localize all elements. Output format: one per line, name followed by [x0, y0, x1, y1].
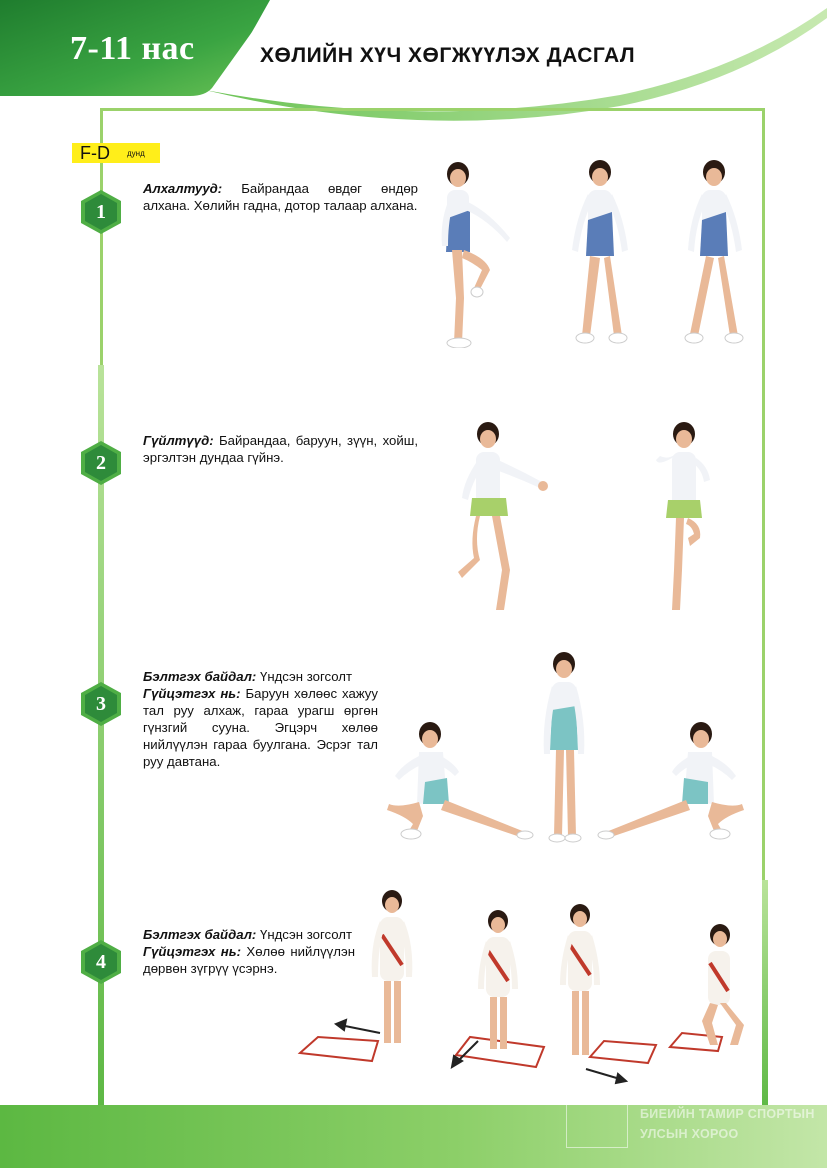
gymnast-run-knee-photo	[648, 420, 728, 615]
step-number-badge	[81, 682, 121, 726]
step-number-badge	[81, 190, 121, 234]
level-name: дунд	[127, 149, 145, 158]
step-description	[143, 180, 418, 214]
step-text: Байрандаа өвдөг өндөр алхана. Хөлийн гадна, дотор талаар алхана.	[143, 181, 418, 213]
gymnast-high-knee-photo	[430, 158, 530, 348]
gymnast-standing-photo	[536, 650, 596, 845]
step-text: Байрандаа, баруун, зүүн, хойш, эргэлтэн дундаа гүйнэ.	[143, 433, 418, 465]
level-code: F-D	[80, 143, 110, 163]
step-number-badge	[81, 940, 121, 984]
gymnast-square-jumps-photo	[290, 885, 750, 1085]
step-text: Хөлөө нийлүүлэн дөрвөн зүгрүү үсэрнэ.	[143, 944, 355, 976]
frame-accent-right	[762, 880, 768, 1110]
step-heading: Бэлтгэх байдал:	[143, 927, 257, 942]
step-text: Баруун хөлөөс хажуу тал руу алхаж, гараа урагш өргөн гүнзгий сууна. Эгцэрч хөлөө нийлүүлэн гараа буулгана. Эсрэг тал руу давтана.	[143, 686, 378, 769]
step-number: 3	[96, 693, 106, 715]
step-number: 2	[96, 452, 106, 474]
gymnast-run-side-photo	[450, 420, 560, 615]
gymnast-walk-inner-photo	[676, 158, 756, 348]
gymnast-side-lunge-right-photo	[385, 712, 535, 842]
step-heading: Бэлтгэх байдал:	[143, 669, 257, 684]
gymnast-walk-outer-photo	[560, 158, 640, 348]
footer-org-line: УЛСЫН ХОРОО	[640, 1127, 739, 1141]
step-heading: Гүйцэтгэх нь:	[143, 686, 241, 701]
step-heading: Гүйлтүүд:	[143, 433, 214, 448]
step-heading: Гүйцэтгэх нь:	[143, 944, 241, 959]
step-description	[143, 668, 378, 770]
page-title: ХӨЛИЙН ХҮЧ ХӨГЖҮҮЛЭХ ДАСГАЛ	[260, 44, 636, 67]
organization-logo	[566, 1104, 628, 1148]
step-number: 1	[96, 201, 106, 223]
step-description	[143, 432, 418, 466]
step-heading: Алхалтууд:	[143, 181, 223, 196]
step-text: Үндсэн зогсолт	[256, 669, 352, 684]
footer-organization	[640, 1104, 815, 1144]
step-number: 4	[96, 951, 106, 973]
age-group-label: 7-11 нас	[70, 30, 195, 67]
gymnast-side-lunge-left-photo	[596, 712, 746, 842]
step-text: Үндсэн зогсолт	[256, 927, 352, 942]
step-number-badge	[81, 441, 121, 485]
footer-org-line: БИЕИЙН ТАМИР СПОРТЫН	[640, 1107, 815, 1121]
